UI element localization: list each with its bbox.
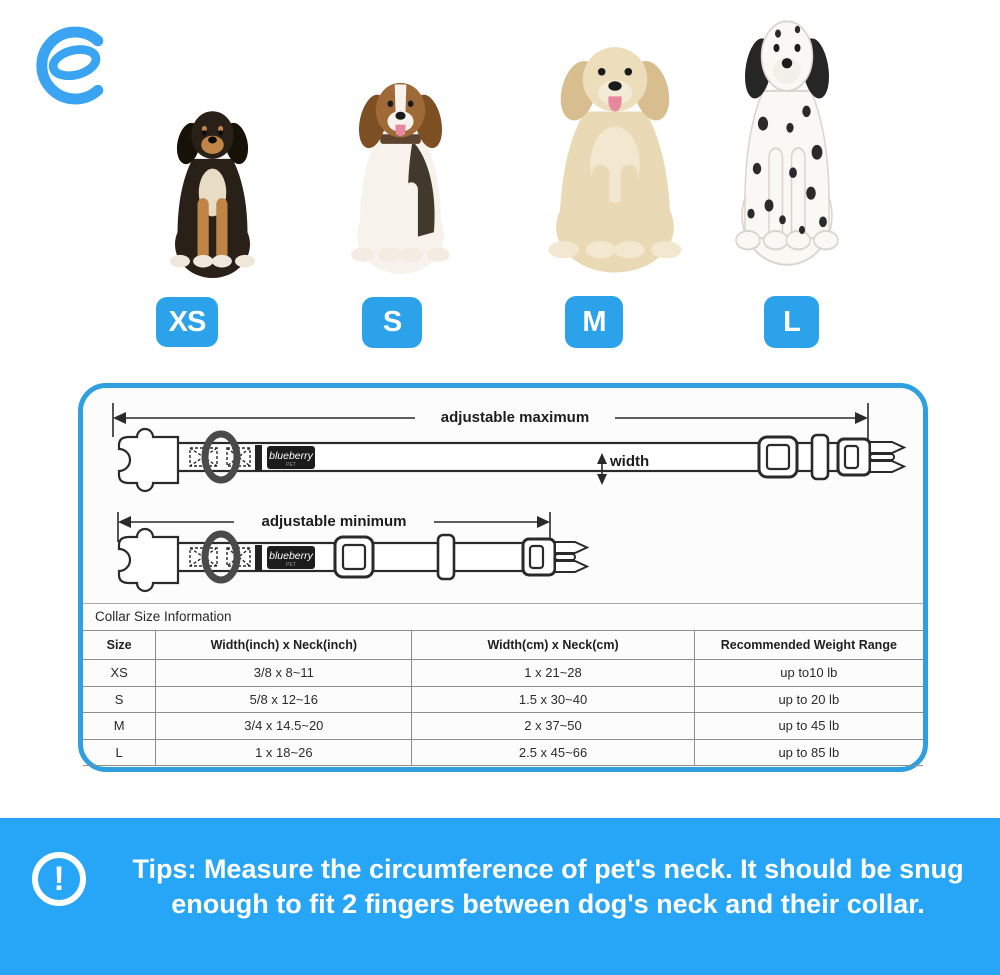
cell-l-inch: 1 x 18~26 [155, 740, 411, 766]
header-width-cm: Width(cm) x Neck(cm) [411, 631, 693, 659]
header-width-inch: Width(inch) x Neck(inch) [155, 631, 411, 659]
cell-m-weight: up to 45 lb [694, 713, 923, 739]
size-badge-xs [156, 297, 218, 347]
collar-diagram-minimum [83, 508, 923, 593]
cell-xs-cm: 1 x 21~28 [411, 660, 693, 686]
cell-s-cm: 1.5 x 30~40 [411, 687, 693, 713]
adjustable-maximum-label: adjustable maximum [415, 409, 615, 427]
collar-size-table [83, 630, 923, 766]
tips-text: Tips: Measure the circumference of pet's neck. It should be snug enough to fit 2 fingers between dog's neck and their collar. [132, 854, 964, 920]
dog-photo-m-golden-retriever [520, 32, 710, 282]
size-badge-l [764, 296, 819, 348]
collar-tag-sub-text: PET [286, 562, 296, 568]
exclamation-glyph: ! [53, 860, 65, 898]
size-badge-l-label: L [783, 305, 800, 338]
cell-m-size: M [113, 718, 125, 734]
cell-m-cm: 2 x 37~50 [411, 713, 693, 739]
size-badge-s [362, 297, 422, 348]
adjustable-minimum-label: adjustable minimum [234, 513, 434, 531]
header-size: Size [106, 638, 132, 652]
table-row-xs [83, 659, 923, 686]
size-badge-m-label: M [582, 305, 606, 338]
size-badge-m [565, 296, 623, 348]
tips-banner [0, 818, 1000, 975]
size-badge-xs-label: XS [168, 305, 206, 338]
cell-l-size: L [115, 744, 123, 760]
cell-s-weight: up to 20 lb [694, 687, 923, 713]
collar-tag-brand-text: blueberry [269, 550, 313, 562]
cell-s-size: S [114, 691, 124, 707]
table-row-m [83, 712, 923, 739]
size-badge-s-label: S [382, 306, 402, 338]
dog-photo-l-dalmatian [712, 5, 862, 275]
cell-l-cm: 2.5 x 45~66 [411, 740, 693, 766]
exclamation-circle-icon [32, 852, 86, 906]
cell-xs-weight: up to10 lb [694, 660, 923, 686]
collar-tag-sub-text: PET [286, 462, 296, 468]
dog-photo-s-beagle [328, 70, 473, 282]
cell-m-inch: 3/4 x 14.5~20 [155, 713, 411, 739]
collar-spec-box [78, 383, 928, 772]
cell-s-inch: 5/8 x 12~16 [155, 687, 411, 713]
table-row-l [83, 739, 923, 766]
table-row-s [83, 686, 923, 713]
cell-l-weight: up to 85 lb [694, 740, 923, 766]
dog-photo-xs-puppy [150, 100, 275, 285]
collar-tag-brand-text: blueberry [269, 450, 313, 462]
blueberry-pet-logo-icon [28, 16, 108, 118]
table-title: Collar Size Information [95, 609, 232, 624]
header-weight-range: Recommended Weight Range [694, 631, 923, 659]
table-header-row [83, 631, 923, 659]
cell-xs-size: XS [110, 665, 128, 681]
table-top-divider [83, 603, 923, 604]
cell-xs-inch: 3/8 x 8~11 [155, 660, 411, 686]
width-label: width [610, 453, 650, 470]
